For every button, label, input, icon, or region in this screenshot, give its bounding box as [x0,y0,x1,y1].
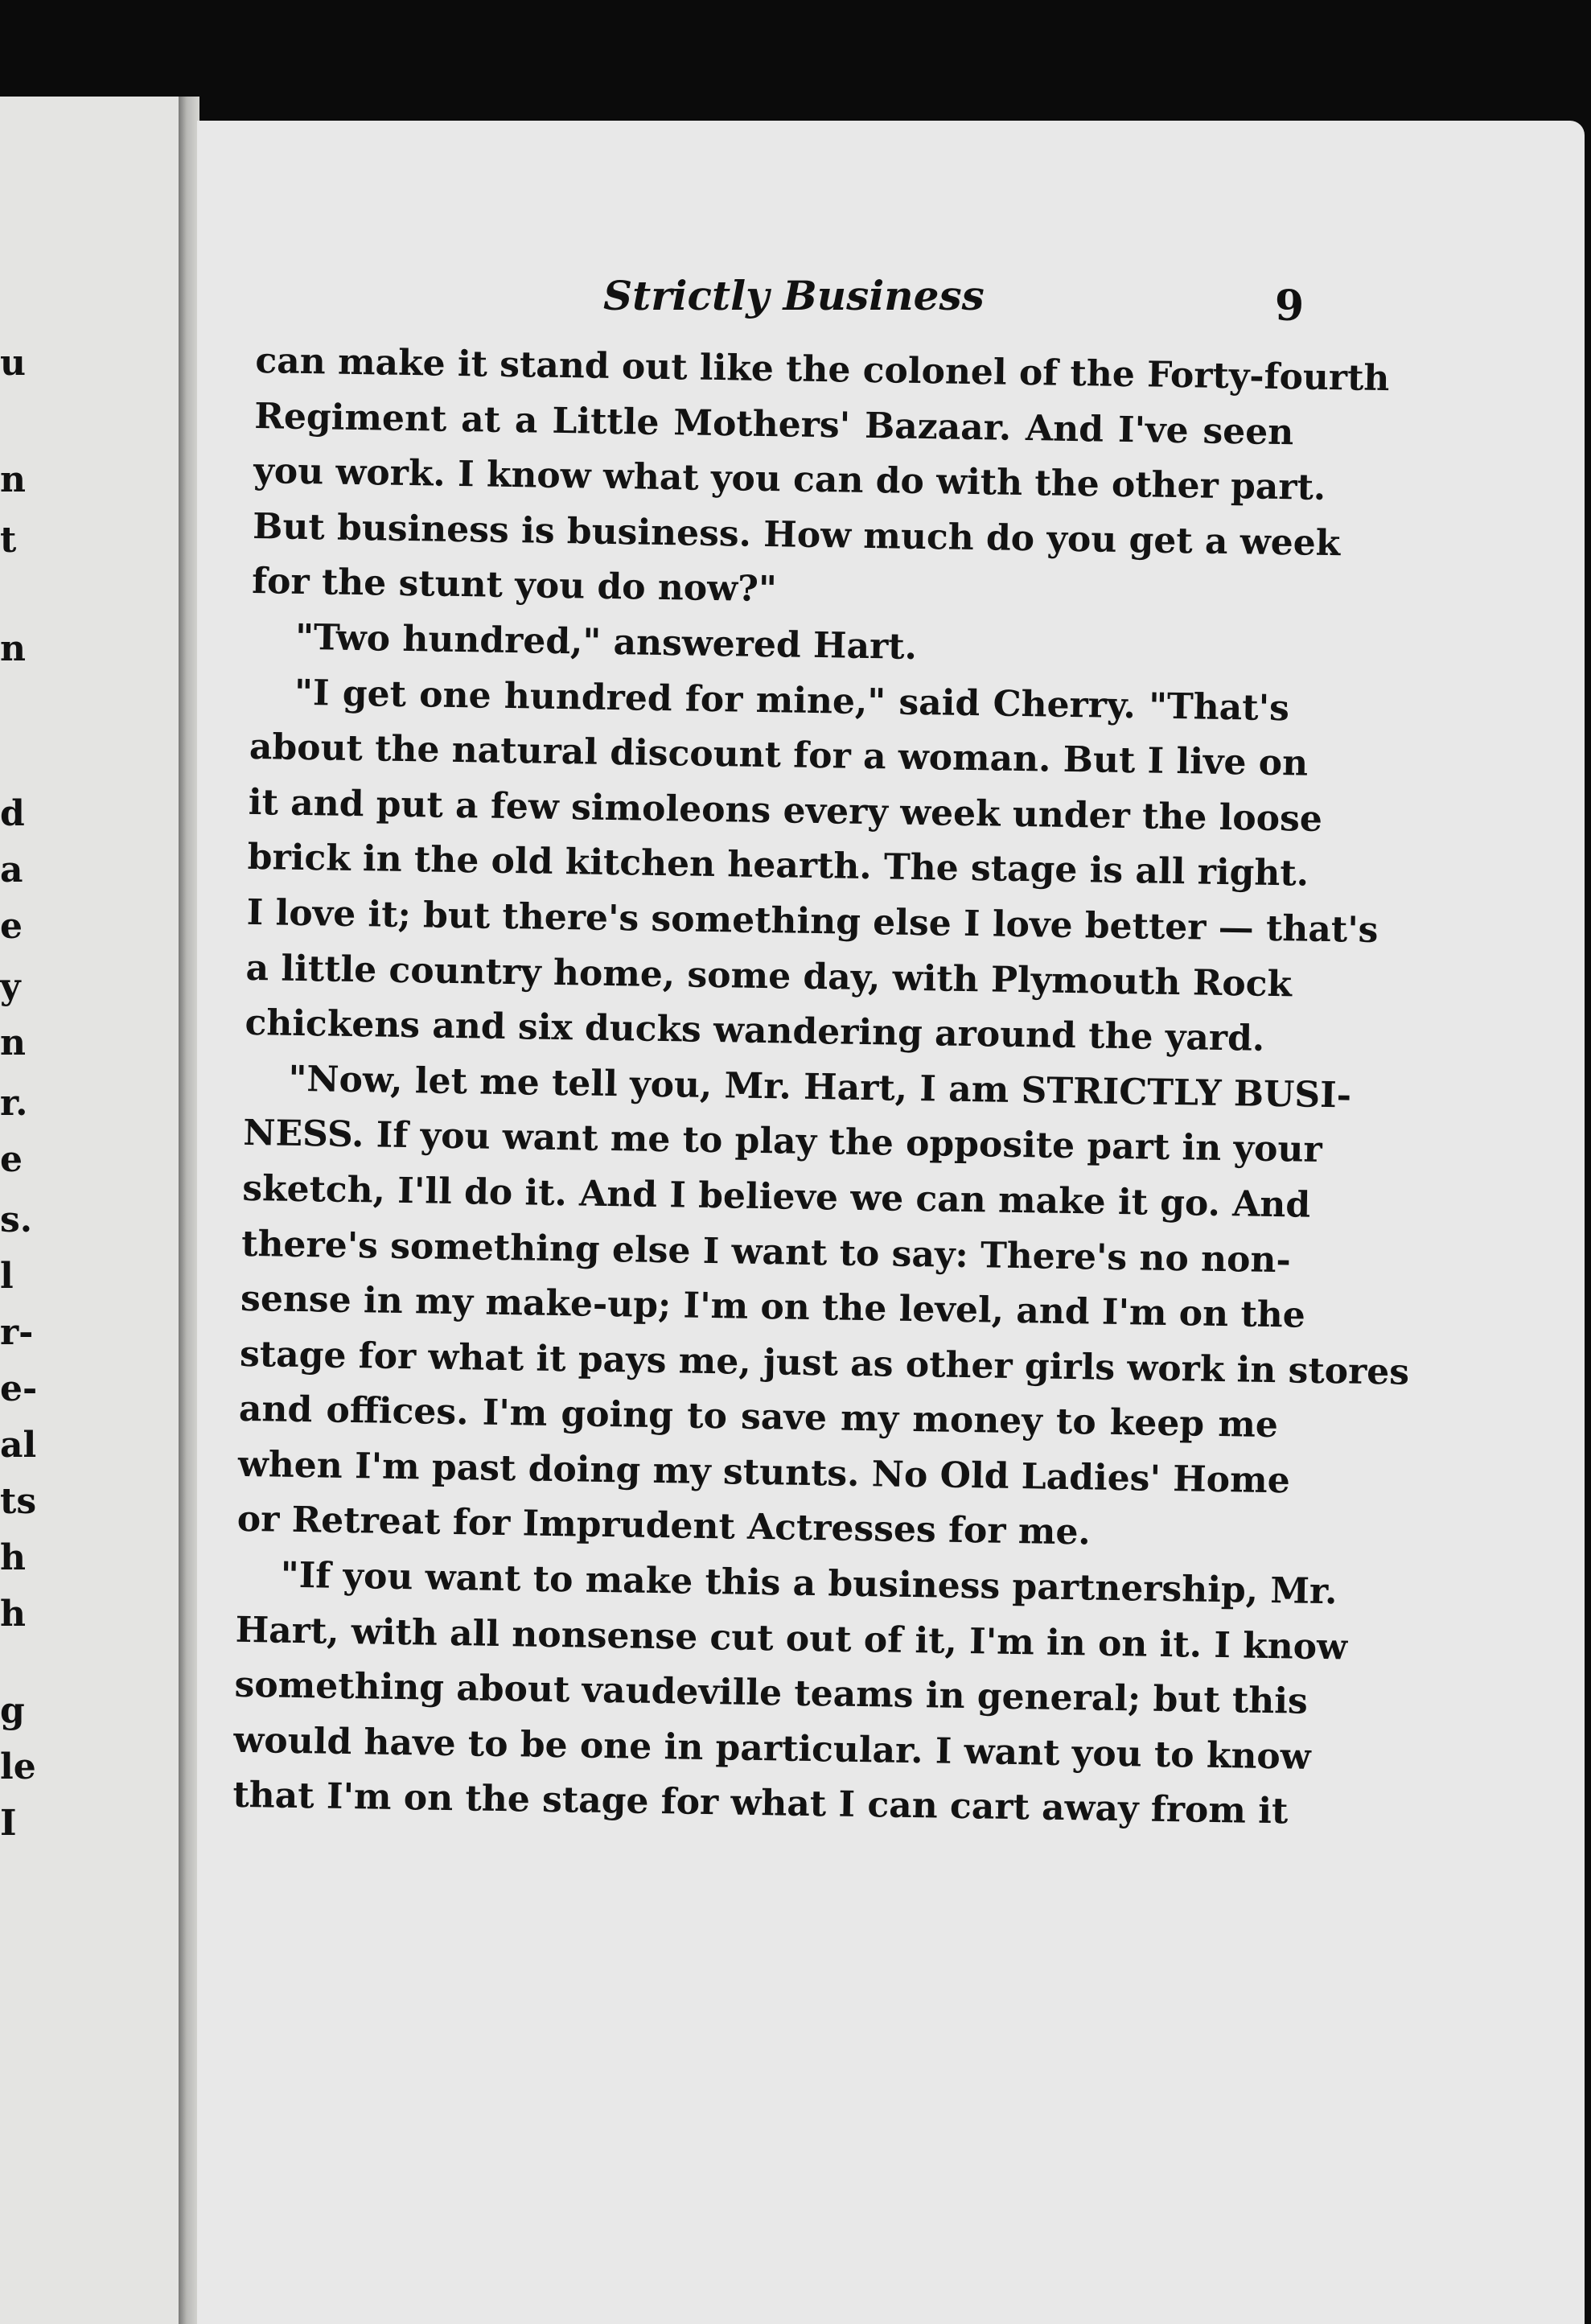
left-edge-letter: d [0,793,25,834]
left-edge-letter: h [0,1537,26,1578]
text-line: a little country home, some day, with Plymouth Rock [245,947,1293,1005]
text-line: about the natural discount for a woman. But I live on [249,726,1309,784]
left-edge-letter: ts [0,1481,37,1522]
left-edge-letter: h [0,1594,26,1635]
text-line: NESS. If you want me to play the opposite part in your [242,1113,1323,1171]
left-edge-letter: g [0,1690,25,1731]
left-edge-letter: e [0,906,23,947]
page-number: 9 [1275,282,1305,331]
text-line: can make it stand out like the colonel of the Forty-fourth [255,339,1390,400]
text-line: But business is business. How much do you get a week [252,505,1341,564]
left-edge-letter: u [0,343,26,384]
text-line: you work. I know what you can do with the other part. [253,450,1326,509]
left-edge-letter: r- [0,1312,34,1353]
text-line: "If you want to make this a business partnership, Mr. [280,1554,1338,1613]
text-line: would have to be one in particular. I want you to know [233,1719,1312,1778]
text-line: brick in the old kitchen hearth. The stage is all right. [247,837,1309,895]
text-line: stage for what it pays me, just as other girls work in stores [239,1333,1410,1393]
text-line: chickens and six ducks wandering around the yard. [245,1002,1265,1059]
text-line: that I'm on the stage for what I can cart away from it [232,1775,1289,1832]
text-line: "Two hundred," answered Hart. [294,616,918,668]
text-line: "Now, let me tell you, Mr. Hart, I am STRICTLY BUSI- [288,1058,1352,1117]
left-edge-letter: n [0,1022,26,1063]
text-line: for the stunt you do now?" [251,561,778,611]
text-line: or Retreat for Imprudent Actresses for me. [236,1499,1092,1553]
left-edge-letter: I [0,1803,17,1844]
left-edge-letter: r. [0,1083,28,1124]
text-line: and offices. I'm going to save my money to keep me [238,1388,1279,1446]
text-line: sketch, I'll do it. And I believe we can make it go. And [241,1167,1311,1226]
text-line: it and put a few simoleons every week under the loose [248,781,1323,840]
left-edge-letter: l [0,1256,14,1297]
left-edge-letter: y [0,966,21,1007]
left-edge-letter: al [0,1425,37,1466]
left-edge-letter: t [0,520,17,561]
running-head: Strictly Business [603,272,985,319]
text-line: Hart, with all nonsense cut out of it, I'm in on it. I know [235,1609,1348,1668]
left-edge-letter: n [0,459,26,500]
text-line: "I get one hundred for mine," said Cherry. "That's [294,672,1290,729]
body-text [232,334,1410,1840]
left-edge-letter: le [0,1746,36,1787]
left-edge-letter: n [0,628,26,669]
left-edge-letter: s. [0,1199,33,1240]
text-line: sense in my make-up; I'm on the level, and I'm on the [240,1277,1306,1336]
left-edge-letter: e- [0,1368,38,1409]
left-edge-letter: a [0,849,23,891]
text-line: Regiment at a Little Mothers' Bazaar. And I've seen [253,395,1294,453]
text-line: when I'm past doing my stunts. No Old Ladies' Home [237,1443,1291,1502]
text-line: I love it; but there's something else I love better — that's [246,891,1379,951]
text-line: there's something else I want to say: There's no non- [240,1223,1292,1281]
left-edge-letter: e [0,1139,23,1180]
text-line: something about vaudeville teams in general; but this [234,1664,1309,1722]
